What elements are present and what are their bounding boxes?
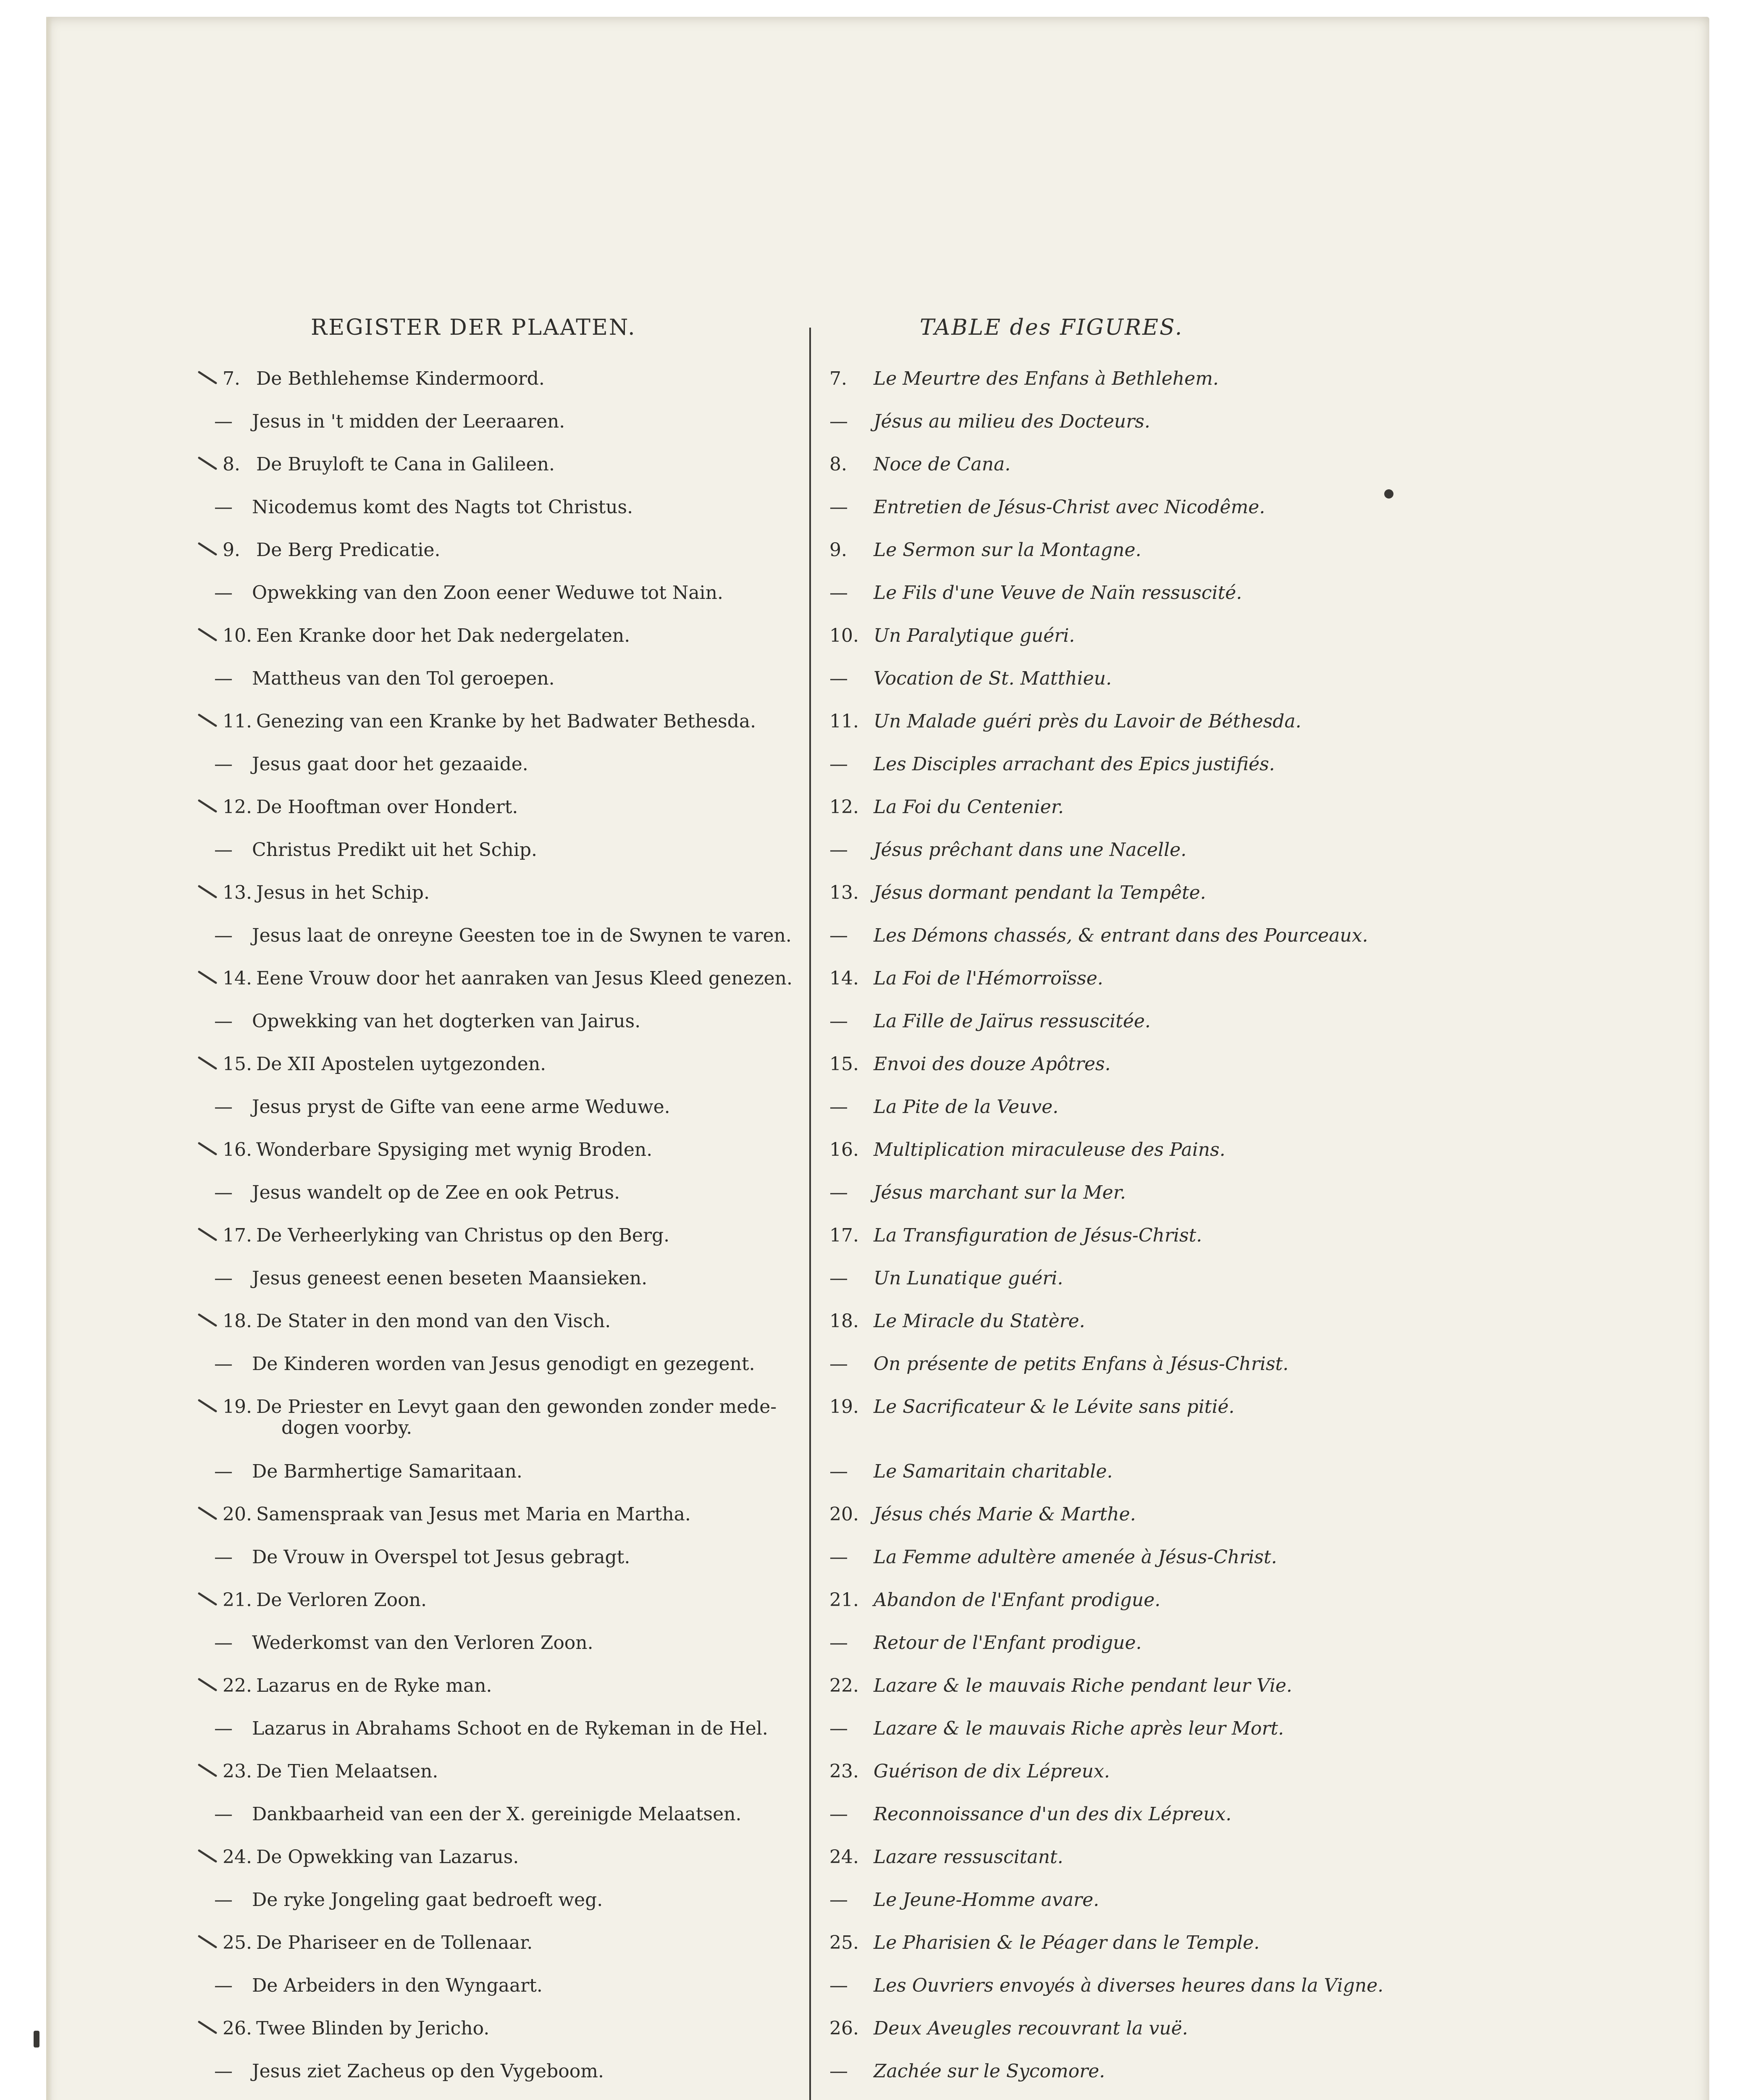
entry-number: — — [214, 1718, 233, 1739]
entry-text: Jesus geneest eenen beseten Maansieken. — [252, 1268, 648, 1289]
entry-number: — — [214, 668, 233, 689]
entry-number: 16. — [223, 1139, 252, 1160]
entry-text: Lazare & le mauvais Riche après leur Mort. — [874, 1718, 1284, 1739]
heading-register: REGISTER DER PLAATEN. — [311, 315, 636, 340]
entry-text: Jesus in het Schip. — [256, 882, 430, 903]
entry-text: De Verheerlyking van Christus op den Berg. — [256, 1225, 670, 1246]
pencil-tick-mark — [197, 1849, 218, 1863]
entry-text: De Opwekking van Lazarus. — [256, 1846, 519, 1868]
entry-number: 9. — [829, 539, 847, 561]
entry-number: — — [214, 839, 233, 861]
entry-number: 18. — [223, 1310, 252, 1332]
entry-number: — — [829, 1268, 848, 1289]
entry-text: Guérison de dix Lépreux. — [874, 1761, 1110, 1782]
entry-text: Jésus chés Marie & Marthe. — [874, 1504, 1136, 1525]
entry-number: 15. — [223, 1053, 252, 1075]
entry-number: — — [214, 1353, 233, 1375]
entry-text: Lazare & le mauvais Riche pendant leur Vie. — [874, 1675, 1292, 1696]
entry-text: Samenspraak van Jesus met Maria en Martha. — [256, 1504, 691, 1525]
entry-text: De Stater in den mond van den Visch. — [256, 1310, 611, 1332]
entry-text: Un Malade guéri près du Lavoir de Béthesda. — [874, 711, 1301, 732]
entry-number: — — [214, 1011, 233, 1032]
entry-number: 9. — [223, 539, 240, 561]
entry-number: 8. — [223, 454, 240, 475]
entry-text: Zachée sur le Sycomore. — [874, 2061, 1105, 2082]
entry-number: 16. — [829, 1139, 859, 1160]
entry-text: De Pharisеer en de Tollenaar. — [256, 1932, 533, 1953]
pencil-tick-mark — [197, 1313, 218, 1327]
pencil-tick-mark — [197, 885, 218, 899]
pencil-tick-mark — [197, 627, 218, 642]
entry-number: 14. — [223, 968, 252, 989]
entry-text: La Pite de la Veuve. — [874, 1096, 1059, 1118]
entry-number: 26. — [829, 2018, 859, 2039]
pencil-tick-mark — [197, 542, 218, 556]
entry-text: De Hooftman over Hondert. — [256, 796, 518, 818]
entry-text: Reconnoissance d'un des dix Lépreux. — [874, 1803, 1232, 1825]
entry-text: Le Miracle du Statère. — [874, 1310, 1085, 1332]
entry-number: — — [214, 1632, 233, 1654]
pencil-tick-mark — [197, 1227, 218, 1242]
pencil-tick-mark — [197, 713, 218, 727]
entry-text: Le Meurtre des Enfans à Bethlehem. — [874, 368, 1219, 389]
pencil-tick-mark — [197, 2020, 218, 2034]
entry-number: — — [214, 582, 233, 604]
entry-text: Eene Vrouw door het aanraken van Jesus Kleed genezen. — [256, 968, 792, 989]
entry-text: Deux Aveugles recouvrant la vuë. — [874, 2018, 1188, 2039]
entry-text: Lazarus in Abrahams Schoot en de Rykeman in de Hel. — [252, 1718, 768, 1739]
entry-text: La Femme adultère amenée à Jésus-Christ. — [874, 1546, 1277, 1568]
pencil-tick-mark — [197, 370, 218, 385]
entry-number: 25. — [223, 1932, 252, 1953]
pencil-tick-mark — [197, 1142, 218, 1156]
entry-text: La Foi du Centenier. — [874, 796, 1064, 818]
pencil-tick-mark — [197, 1056, 218, 1070]
column-divider — [809, 328, 811, 2100]
entry-text: Opwekking van den Zoon eener Weduwe tot Nain. — [252, 582, 723, 604]
entry-number: — — [829, 2061, 848, 2082]
entry-number: 23. — [829, 1761, 859, 1782]
entry-number: — — [214, 753, 233, 775]
entry-number: 17. — [223, 1225, 252, 1246]
entry-number: 8. — [829, 454, 847, 475]
entry-number: — — [829, 1182, 848, 1203]
entry-number: 13. — [223, 882, 252, 903]
entry-text: Jesus in 't midden der Leeraaren. — [252, 411, 565, 432]
entry-text: De XII Apostelen uytgezonden. — [256, 1053, 546, 1075]
entry-text: Le Fils d'une Veuve de Naïn ressuscité. — [874, 582, 1242, 604]
entry-number: — — [829, 1889, 848, 1911]
entry-number: — — [829, 1546, 848, 1568]
entry-text: Dankbaarheid van een der X. gereinigde Melaatsen. — [252, 1803, 742, 1825]
entry-number: — — [214, 411, 233, 432]
entry-number: 11. — [223, 711, 252, 732]
ink-spot — [1384, 489, 1393, 499]
edge-mark — [34, 2031, 39, 2048]
entry-number: 12. — [829, 796, 859, 818]
entry-number: — — [829, 1096, 848, 1118]
entry-text: Jésus au milieu des Docteurs. — [874, 411, 1150, 432]
entry-text: Jesus laat de onreyne Geesten toe in de Swynen te varen. — [252, 925, 792, 946]
entry-number: 26. — [223, 2018, 252, 2039]
entry-number: — — [829, 1353, 848, 1375]
entry-text: Lazare ressuscitant. — [874, 1846, 1063, 1868]
entry-text: La Transfiguration de Jésus-Christ. — [874, 1225, 1202, 1246]
entry-number: 23. — [223, 1761, 252, 1782]
entry-number: — — [829, 1803, 848, 1825]
entry-text: Le Samaritain charitable. — [874, 1461, 1113, 1482]
entry-number: 19. — [223, 1396, 252, 1418]
entry-number: 20. — [223, 1504, 252, 1525]
entry-text: De Tien Melaatsen. — [256, 1761, 438, 1782]
entry-text: Jésus marchant sur la Mer. — [874, 1182, 1126, 1203]
entry-number: 14. — [829, 968, 859, 989]
entry-number: 22. — [223, 1675, 252, 1696]
entry-text: La Foi de l'Hémorroïsse. — [874, 968, 1103, 989]
entry-number: 7. — [223, 368, 240, 389]
entry-number: 24. — [829, 1846, 859, 1868]
pencil-tick-mark — [197, 1677, 218, 1692]
entry-text: De Verloren Zoon. — [256, 1589, 427, 1611]
pencil-tick-mark — [197, 1399, 218, 1413]
entry-text: De ryke Jongeling gaat bedroeft weg. — [252, 1889, 603, 1911]
entry-number: 17. — [829, 1225, 859, 1246]
entry-text: De Bruyloft te Cana in Galileen. — [256, 454, 555, 475]
entry-number: 15. — [829, 1053, 859, 1075]
entry-number: 21. — [223, 1589, 252, 1611]
entry-text: Retour de l'Enfant prodigue. — [874, 1632, 1142, 1654]
heading-table: TABLE des FIGURES. — [920, 315, 1183, 340]
entry-number: — — [214, 1182, 233, 1203]
entry-number: — — [829, 753, 848, 775]
entry-number: — — [829, 839, 848, 861]
entry-text: Vocation de St. Matthieu. — [874, 668, 1112, 689]
entry-text: De Berg Predicatie. — [256, 539, 441, 561]
entry-text: Opwekking van het dogterken van Jairus. — [252, 1011, 641, 1032]
entry-number: 10. — [829, 625, 859, 646]
entry-text: Jesus ziet Zacheus op den Vygeboom. — [252, 2061, 604, 2082]
entry-number: 24. — [223, 1846, 252, 1868]
entry-text: Abandon de l'Enfant prodigue. — [874, 1589, 1161, 1611]
entry-number: — — [214, 1546, 233, 1568]
entry-number: — — [214, 1889, 233, 1911]
pencil-tick-mark — [197, 1506, 218, 1520]
entry-text: Multiplication miraculeuse des Pains. — [874, 1139, 1225, 1160]
entry-text: Le Pharisien & le Péager dans le Temple. — [874, 1932, 1260, 1953]
entry-number: — — [829, 496, 848, 518]
entry-text-continued: dogen voorby. — [281, 1417, 412, 1438]
entry-text: Christus Predikt uit het Schip. — [252, 839, 537, 861]
pencil-tick-mark — [197, 970, 218, 984]
entry-number: — — [214, 2061, 233, 2082]
entry-text: De Vrouw in Overspel tot Jesus gebragt. — [252, 1546, 630, 1568]
pencil-tick-mark — [197, 456, 218, 470]
entry-text: Jesus gaat door het gezaaide. — [252, 753, 528, 775]
entry-text: Nicodemus komt des Nagts tot Christus. — [252, 496, 633, 518]
entry-number: 10. — [223, 625, 252, 646]
entry-number: 13. — [829, 882, 859, 903]
entry-text: Mattheus van den Tol geroepen. — [252, 668, 555, 689]
entry-text: Twee Blinden by Jericho. — [256, 2018, 490, 2039]
entry-text: De Kinderen worden van Jesus genodigt en gezegent. — [252, 1353, 755, 1375]
paper-edge — [46, 17, 52, 2100]
entry-text: De Barmhertige Samaritaan. — [252, 1461, 522, 1482]
entry-text: De Priester en Levyt gaan den gewonden zonder mede- — [256, 1396, 777, 1418]
entry-number: 21. — [829, 1589, 859, 1611]
entry-number: 20. — [829, 1504, 859, 1525]
entry-number: — — [829, 582, 848, 604]
entry-number: — — [829, 668, 848, 689]
entry-text: Een Kranke door het Dak nedergelaten. — [256, 625, 630, 646]
entry-text: Les Disciples arrachant des Epics justifiés. — [874, 753, 1275, 775]
entry-text: Le Sacrificateur & le Lévite sans pitié. — [874, 1396, 1235, 1418]
entry-number: — — [829, 1461, 848, 1482]
entry-number: 11. — [829, 711, 859, 732]
entry-number: — — [214, 1975, 233, 1996]
entry-number: — — [214, 925, 233, 946]
entry-text: On présente de petits Enfans à Jésus-Christ. — [874, 1353, 1289, 1375]
pencil-tick-mark — [197, 1935, 218, 1949]
entry-number: 7. — [829, 368, 847, 389]
entry-number: — — [214, 1096, 233, 1118]
entry-text: Envoi des douze Apôtres. — [874, 1053, 1111, 1075]
entry-number: — — [829, 1011, 848, 1032]
entry-text: Un Lunatique guéri. — [874, 1268, 1063, 1289]
entry-number: — — [829, 1975, 848, 1996]
entry-text: Les Ouvriers envoyés à diverses heures dans la Vigne. — [874, 1975, 1384, 1996]
entry-number: 22. — [829, 1675, 859, 1696]
entry-text: Wonderbare Spysiging met wynig Broden. — [256, 1139, 653, 1160]
entry-number: 12. — [223, 796, 252, 818]
entry-number: — — [829, 411, 848, 432]
entry-number: — — [829, 925, 848, 946]
entry-text: Jesus pryst de Gifte van eene arme Weduwe. — [252, 1096, 670, 1118]
entry-number: — — [214, 496, 233, 518]
entry-text: Genezing van een Kranke by het Badwater Bethesda. — [256, 711, 756, 732]
entry-text: De Arbeiders in den Wyngaart. — [252, 1975, 543, 1996]
entry-text: Lazarus en de Ryke man. — [256, 1675, 492, 1696]
entry-number: — — [214, 1461, 233, 1482]
entry-text: Un Paralytique guéri. — [874, 625, 1075, 646]
entry-text: Jesus wandelt op de Zee en ook Petrus. — [252, 1182, 620, 1203]
entry-text: De Bethlehemse Kindermoord. — [256, 368, 545, 389]
entry-text: Entretien de Jésus-Christ avec Nicodême. — [874, 496, 1265, 518]
entry-text: Jésus prêchant dans une Nacelle. — [874, 839, 1187, 861]
entry-number: 25. — [829, 1932, 859, 1953]
entry-text: Noce de Cana. — [874, 454, 1011, 475]
entry-number: 18. — [829, 1310, 859, 1332]
entry-text: Le Sermon sur la Montagne. — [874, 539, 1141, 561]
entry-number: — — [829, 1718, 848, 1739]
entry-number: — — [214, 1268, 233, 1289]
entry-text: Jésus dormant pendant la Tempête. — [874, 882, 1206, 903]
entry-number: — — [829, 1632, 848, 1654]
entry-text: La Fille de Jaïrus ressuscitée. — [874, 1011, 1151, 1032]
entry-text: Le Jeune-Homme avare. — [874, 1889, 1099, 1911]
pencil-tick-mark — [197, 1763, 218, 1777]
pencil-tick-mark — [197, 1592, 218, 1606]
entry-number: — — [214, 1803, 233, 1825]
entry-text: Les Démons chassés, & entrant dans des Pourceaux. — [874, 925, 1368, 946]
entry-text: Wederkomst van den Verloren Zoon. — [252, 1632, 593, 1654]
pencil-tick-mark — [197, 799, 218, 813]
entry-number: 19. — [829, 1396, 859, 1418]
